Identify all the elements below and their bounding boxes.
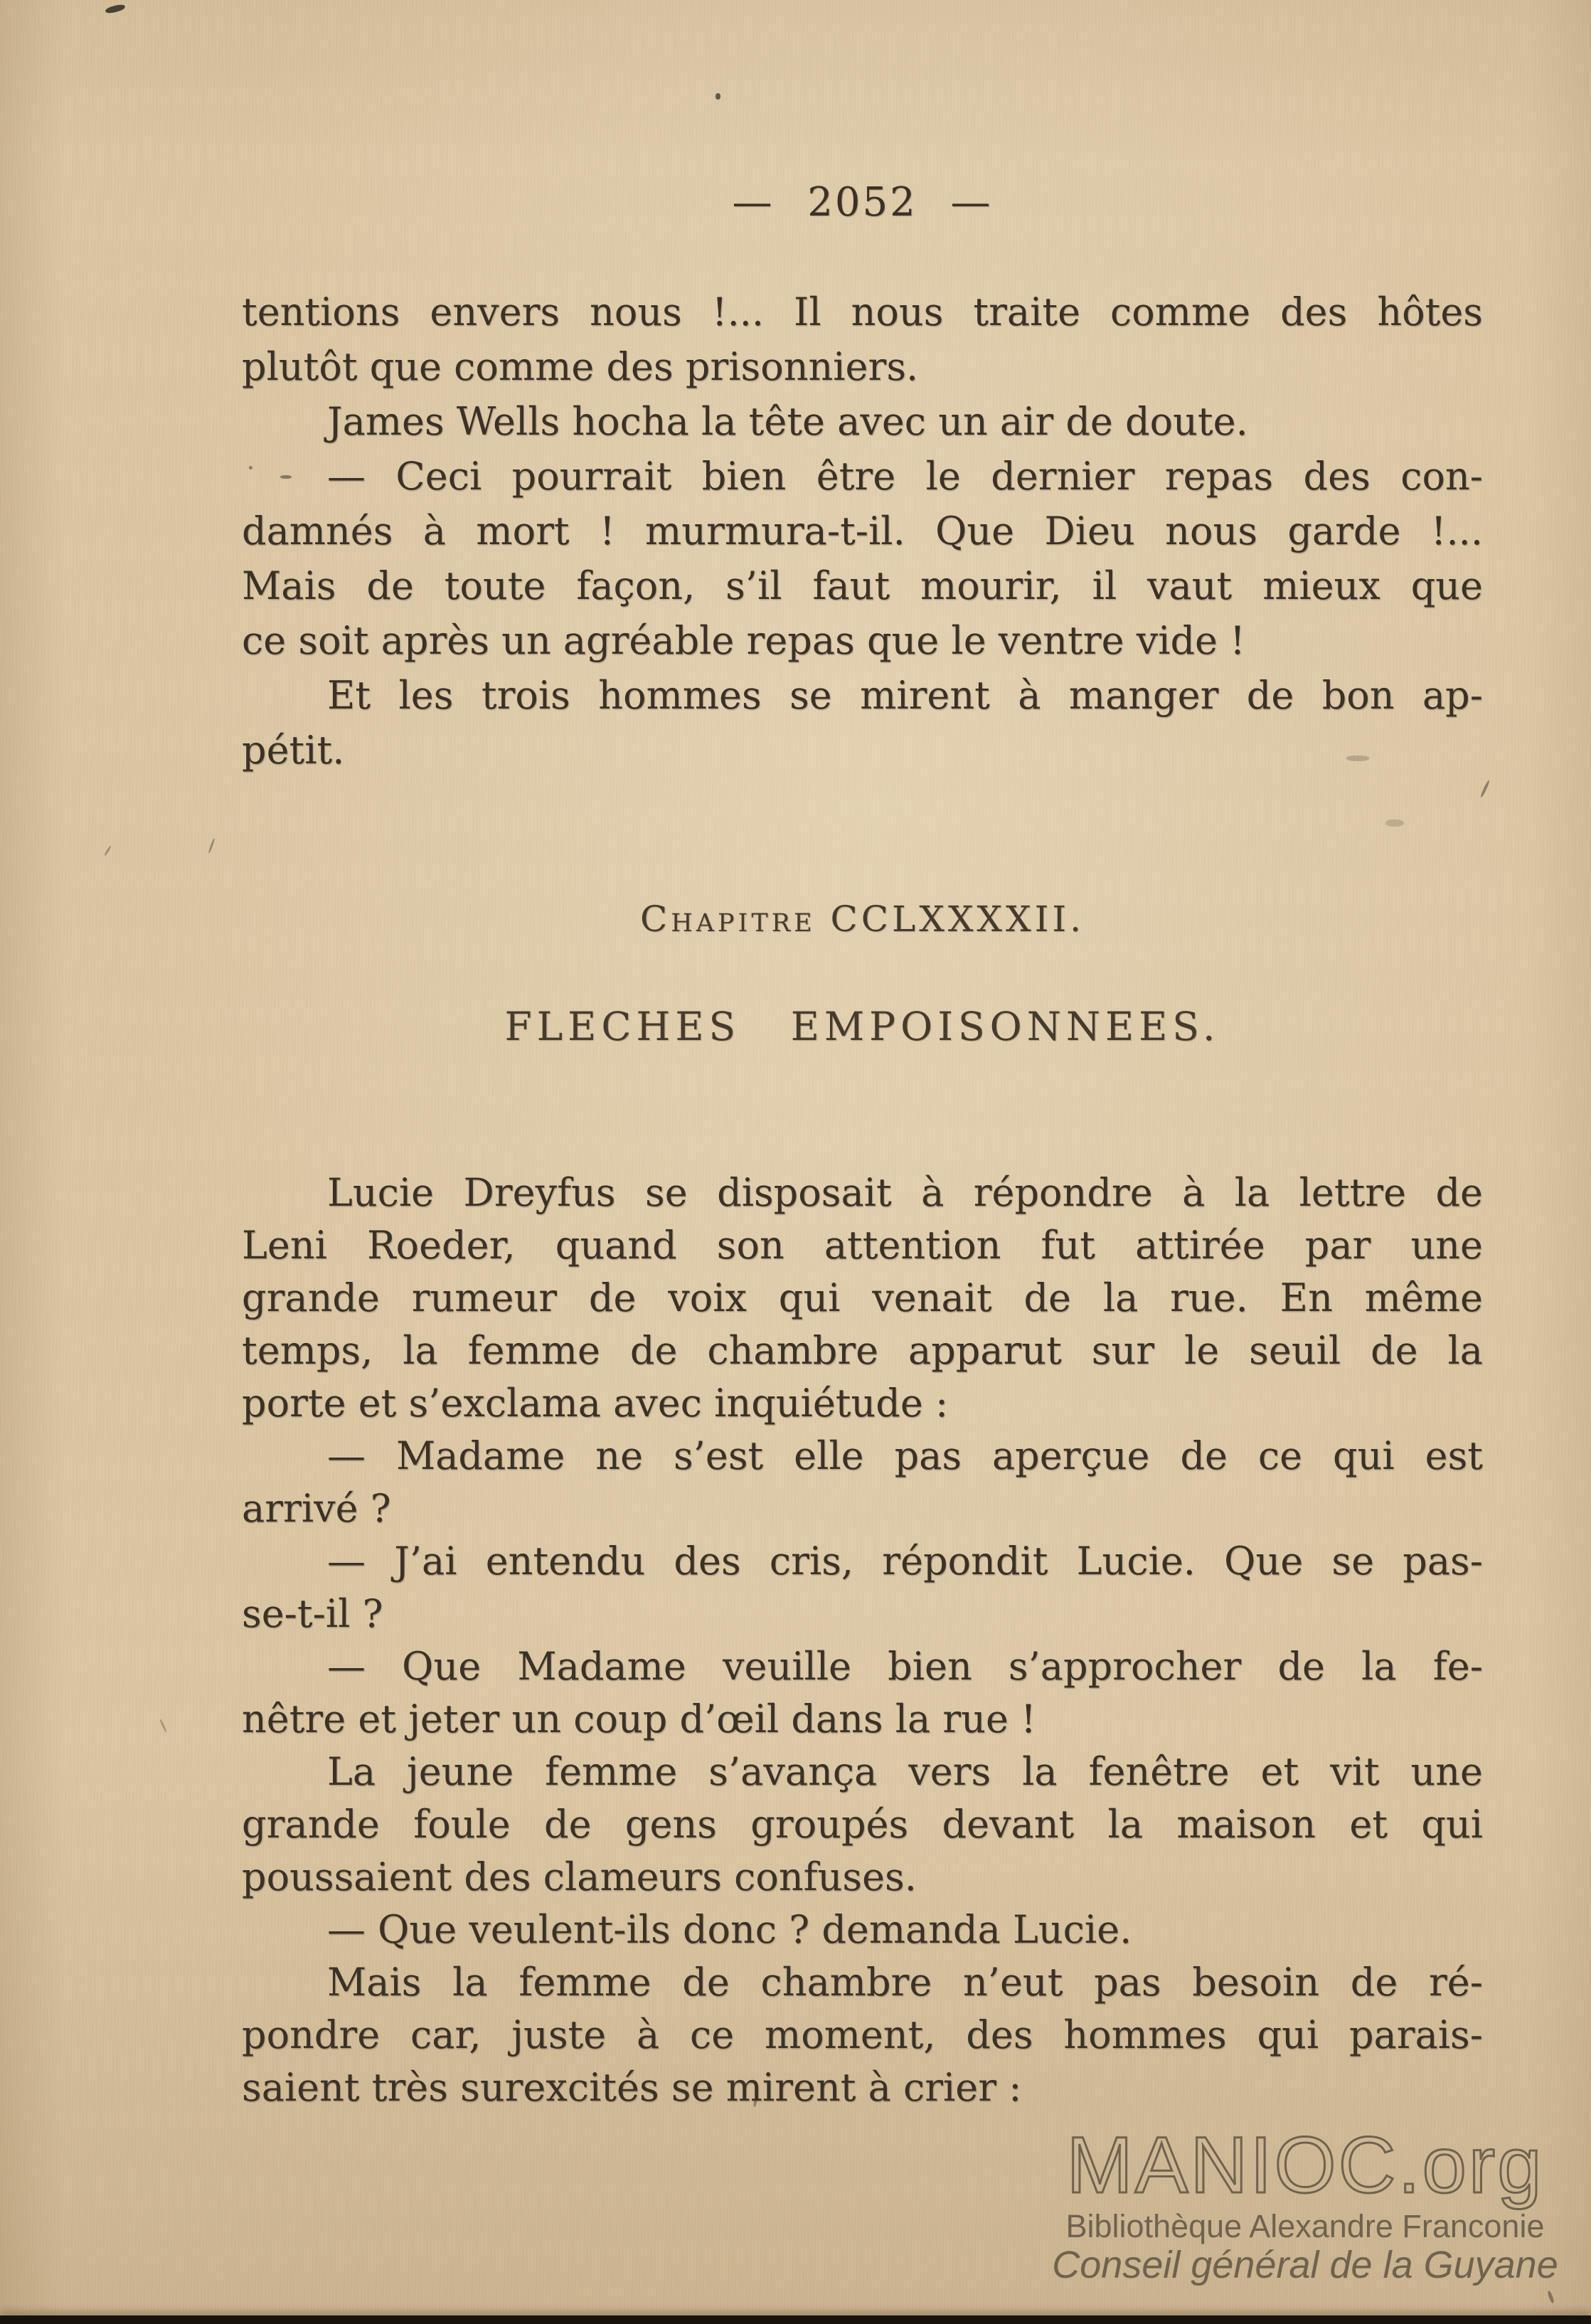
page-bottom-edge	[0, 2315, 1591, 2324]
text-line: grande foule de gens groupés devant la maison et qui	[242, 1802, 1483, 1847]
ink-speck	[159, 1719, 167, 1732]
text-line: pondre car, juste à ce moment, des hommes qui parais-	[242, 2012, 1483, 2057]
text-line: grande rumeur de voix qui venait de la rue. En même	[242, 1275, 1483, 1320]
text-line: plutôt que comme des prisonniers.	[242, 344, 919, 389]
watermark-council-name: Conseil général de la Guyane	[1052, 2244, 1558, 2286]
text-line: pétit.	[242, 728, 345, 773]
text-line: — Ceci pourrait bien être le dernier repas des con-	[327, 454, 1483, 499]
text-line: nêtre et jeter un coup d’œil dans la rue !	[242, 1697, 1036, 1741]
text-line: damnés à mort ! murmura-t-il. Que Dieu nous garde !...	[242, 509, 1483, 553]
text-line: tentions envers nous !... Il nous traite comme des hôtes	[242, 290, 1483, 334]
text-line: porte et s’exclama avec inquiétude :	[242, 1381, 949, 1426]
text-line: — Que veulent-ils donc ? demanda Lucie.	[327, 1907, 1132, 1952]
paragraph-block-main	[242, 1167, 1483, 2114]
text-line: se-t-il ?	[242, 1591, 383, 1636]
page-number: — 2052 —	[732, 179, 993, 225]
chapter-heading: Chapitre CCLXXXXII.	[639, 898, 1085, 940]
text-line: James Wells hocha la tête avec un air de doute.	[327, 399, 1248, 444]
text-line: saient très surexcités se mirent à crier :	[242, 2065, 1022, 2110]
text-line: Et les trois hommes se mirent à manger de bon ap-	[327, 673, 1483, 718]
text-line: — J’ai entendu des cris, répondit Lucie. Que se pas-	[327, 1539, 1483, 1583]
paragraph-block-top	[242, 285, 1483, 778]
ink-speck	[104, 845, 112, 856]
watermark-library-name: Bibliothèque Alexandre Franconie	[1065, 2208, 1545, 2244]
text-line: Mais de toute façon, s’il faut mourir, il vaut mieux que	[242, 563, 1483, 608]
ink-speck	[1480, 780, 1491, 797]
ink-speck	[715, 93, 720, 100]
chapter-title: FLECHES EMPOISONNEES.	[504, 1004, 1220, 1049]
text-line: temps, la femme de chambre apparut sur le seuil de la	[242, 1328, 1483, 1373]
text-line: Leni Roeder, quand son attention fut attirée par une	[242, 1223, 1483, 1268]
ink-speck	[1547, 2291, 1555, 2304]
text-line: La jeune femme s’avança vers la fenêtre et vit une	[327, 1749, 1483, 1794]
ink-speck	[105, 4, 125, 15]
text-line: — Que Madame veuille bien s’approcher de la fe-	[327, 1644, 1483, 1689]
ink-speck	[208, 838, 215, 854]
text-line: arrivé ?	[242, 1486, 391, 1531]
watermark	[1010, 2121, 1591, 2286]
text-line: Mais la femme de chambre n’eut pas besoin de ré-	[327, 1960, 1483, 2005]
ink-speck	[1385, 819, 1404, 827]
manioc-logo: MANIOC.org	[1066, 2121, 1544, 2209]
text-line: — Madame ne s’est elle pas aperçue de ce qui est	[327, 1433, 1483, 1478]
text-line: ce soit après un agréable repas que le ventre vide !	[242, 618, 1245, 663]
text-line: poussaient des clameurs confuses.	[242, 1855, 917, 1899]
text-line: Lucie Dreyfus se disposait à répondre à la lettre de	[327, 1170, 1483, 1215]
